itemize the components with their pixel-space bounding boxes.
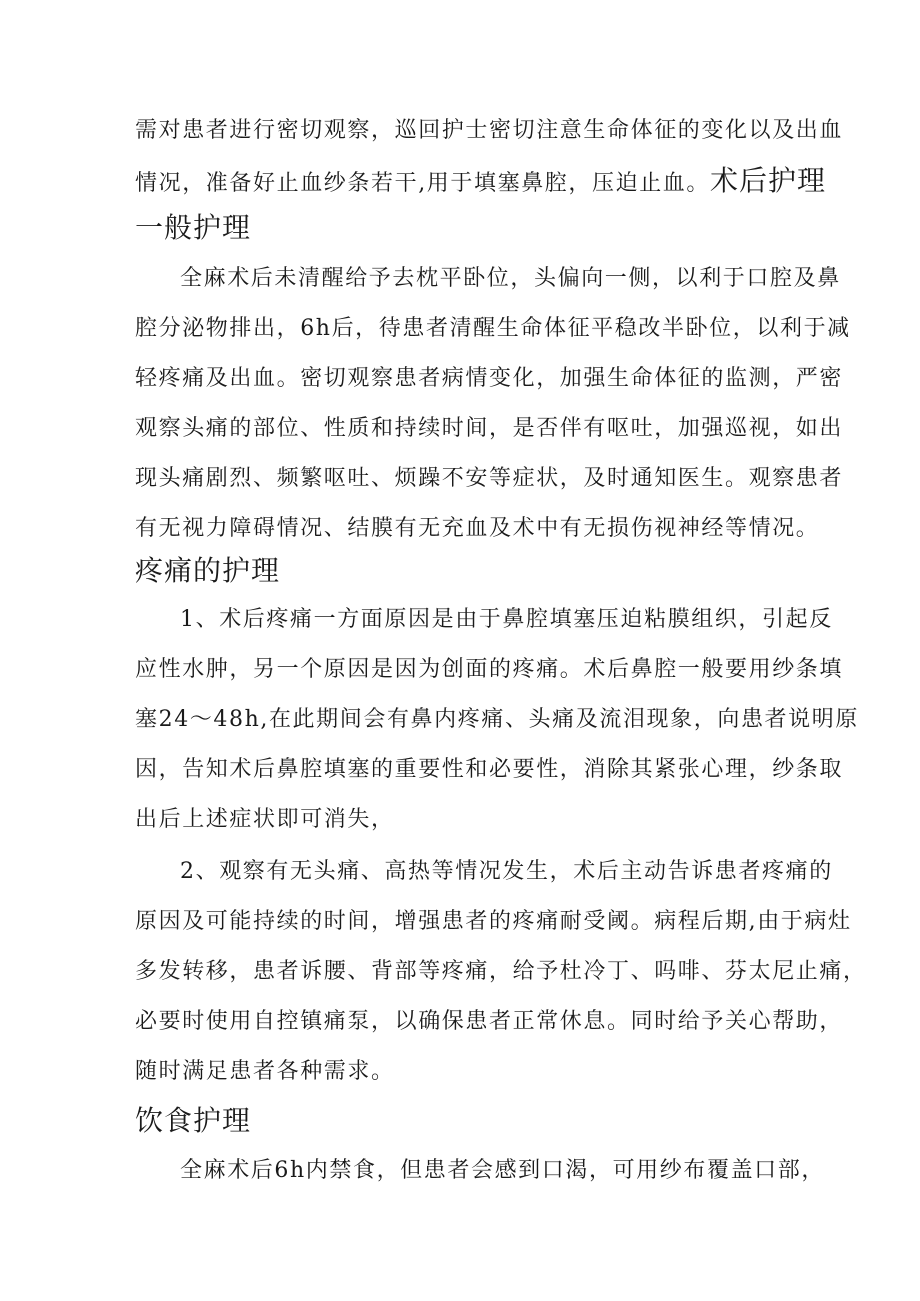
- body-text-line: 2、观察有无头痛、高热等情况发生，术后主动告诉患者疼痛的: [180, 859, 833, 884]
- body-text-segment: 情况，准备好止血纱条若干,用于填塞鼻腔，压迫止血。: [135, 171, 710, 196]
- body-text-line: 腔分泌物排出，6h后，待患者清醒生命体征平稳改半卧位，以利于减: [135, 316, 851, 341]
- body-text-line: 全麻术后6h内禁食，但患者会感到口渴，可用纱布覆盖口部，: [180, 1158, 825, 1183]
- body-text-line: 1、术后疼痛一方面原因是由于鼻腔填塞压迫粘膜组织，引起反: [180, 607, 833, 632]
- body-text-line: 轻疼痛及出血。密切观察患者病情变化，加强生命体征的监测，严密: [135, 366, 844, 391]
- section-heading-diet-care: 饮食护理: [135, 1104, 252, 1137]
- section-heading-postop-care: 术后护理: [710, 164, 827, 197]
- body-text-line: 应性水肿，另一个原因是因为创面的疼痛。术后鼻腔一般要用纱条填: [135, 657, 844, 682]
- body-text-line: 原因及可能持续的时间，增强患者的疼痛耐受阈。病程后期,由于病灶: [135, 909, 852, 934]
- section-heading-pain-care: 疼痛的护理: [135, 554, 281, 587]
- body-text-line: 塞24〜48h,在此期间会有鼻内疼痛、头痛及流泪现象，向患者说明原: [135, 707, 859, 732]
- body-text-line: 因，告知术后鼻腔填塞的重要性和必要性，消除其紧张心理，纱条取: [135, 757, 844, 782]
- body-text-line: 有无视力障碍情况、结膜有无充血及术中有无损伤视神经等情况。: [135, 516, 820, 541]
- body-text-line: 现头痛剧烈、频繁呕吐、烦躁不安等症状，及时通知医生。观察患者: [135, 466, 844, 491]
- body-text-line: 全麻术后未清醒给予去枕平卧位，头偏向一侧，以利于口腔及鼻: [180, 266, 841, 291]
- body-text-line: 必要时使用自控镇痛泵，以确保患者正常休息。同时给予关心帮助，: [135, 1009, 844, 1034]
- section-heading-general-care: 一般护理: [135, 211, 252, 244]
- body-text-line: 多发转移，患者诉腰、背部等疼痛，给予杜冷丁、吗啡、芬太尼止痛，: [135, 959, 867, 984]
- body-text-line: 观察头痛的部位、性质和持续时间，是否伴有呕吐，加强巡视，如出: [135, 416, 844, 441]
- body-text-line: 出后上述症状即可消失，: [135, 807, 395, 832]
- body-text-line: 随时满足患者各种需求。: [135, 1059, 395, 1084]
- body-text-line: 需对患者进行密切观察，巡回护士密切注意生命体征的变化以及出血: [135, 118, 844, 143]
- body-text-line-with-heading: [135, 166, 826, 199]
